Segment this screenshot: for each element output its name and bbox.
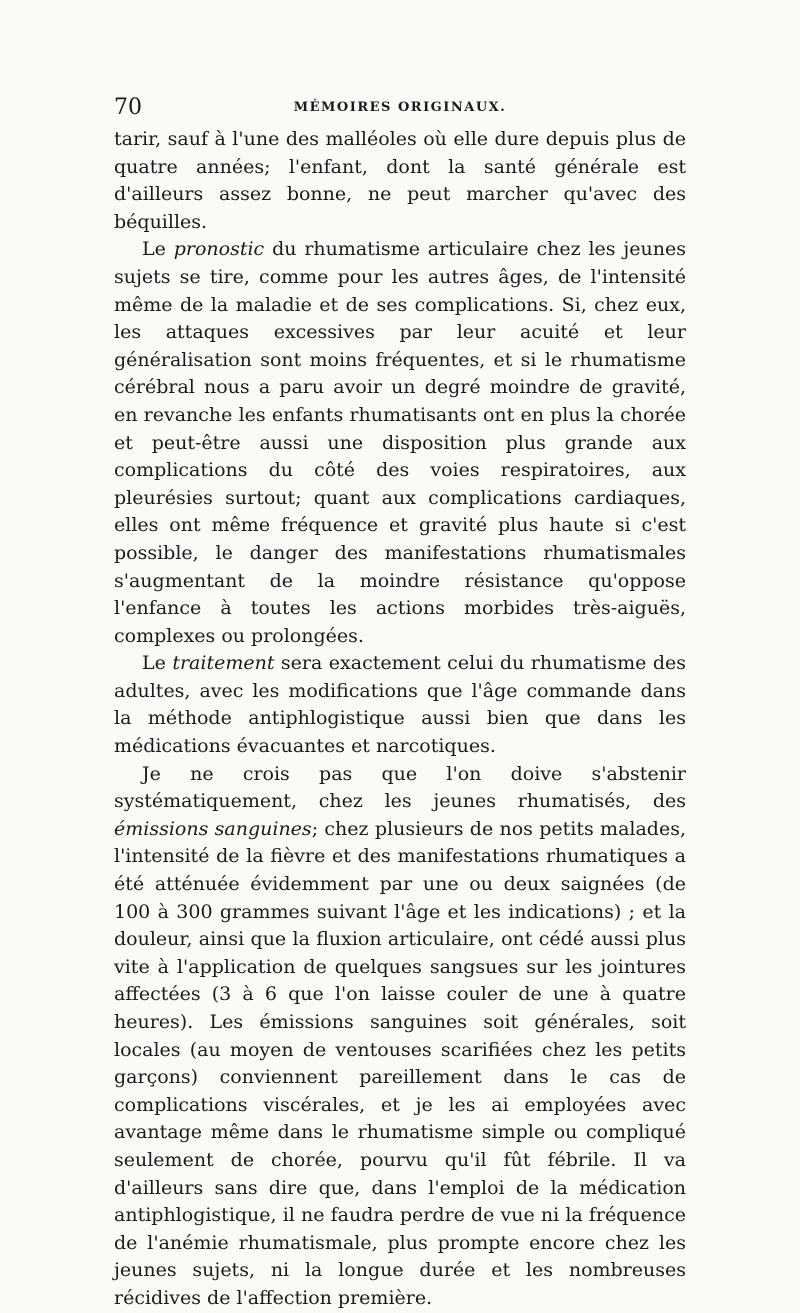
paragraph-text: ; chez plusieurs de nos petits malades, l'intensité de la fièvre et des manifestations rhumatiques a été atténuée évidemment par une ou deux saignées (de 100 à 300 grammes suivant l'âge et les indications) ; et la douleur, ainsi que la fluxion articulaire, ont cédé aussi plus vite à l'application de quelques sangsues sur les jointures affectées (3 à 6 que l'on laisse couler de une à quatre heures). Les émissions sanguines soit générales, soit locales (au moyen de ventouses scarifiées chez les petits garçons) conviennent pareillement dans le cas de complications viscérales, et je les ai employées avec avantage même dans le rhumatisme simple ou compliqué seulement de chorée, pourvu qu'il fût fébrile. Il va d'ailleurs sans dire que, dans l'emploi de la médication antiphlogistique, il ne faudra perdre de vue ni la fréquence de l'anémie rhumatismale, plus prompte encore chez les jeunes sujets, ni la longue durée et les nombreuses récidives de l'affection première.	[114, 817, 687, 1309]
paragraph-text: tarir, sauf à l'une des malléoles où elle dure depuis plus de quatre années; l'enfant, dont la santé générale est d'ailleurs assez bonne, ne peut marcher qu'avec des béquilles.	[114, 128, 686, 233]
paragraph-emissions	[114, 761, 686, 1313]
running-header	[114, 96, 686, 120]
paragraph-text: du rhumatisme articulaire chez les jeunes sujets se tire, comme pour les autres âges, de l'intensité même de la maladie et de ses complications. Si, chez eux, les attaques excessives par leur acuité et leur généralisation sont moins fréquentes, et si le rhumatisme cérébral nous a paru avoir un degré moindre de gravité, en revanche les enfants rhumatisants ont en plus la chorée et peut-être aussi une disposition plus grande aux complications du côté des voies respiratoires, aux pleurésies surtout; quant aux complications cardiaques, elles ont même fréquence et gravité plus haute si c'est possible, le danger des manifestations rhumatismales s'augmentant de la moindre résistance qu'oppose l'enfance à toutes les actions morbides très-aiguës, complexes ou prolongées.	[114, 238, 687, 647]
italic-term: traitement	[172, 652, 275, 675]
body-text	[114, 126, 686, 1313]
paragraph-continuation	[114, 126, 686, 236]
paragraph-text: Je ne crois pas que l'on doive s'abstenir systématiquement, chez les jeunes rhumatisés, des	[114, 762, 686, 813]
paragraph-traitement	[114, 650, 686, 760]
paragraph-text: Le	[142, 238, 174, 261]
paragraph-pronostic	[114, 236, 686, 650]
paragraph-text: Le	[142, 652, 173, 675]
running-title: MÉMOIRES ORIGINAUX.	[293, 100, 507, 115]
italic-term: émissions sanguines	[114, 817, 312, 840]
italic-term: pronostic	[173, 238, 265, 261]
paragraph-text: sera exactement celui du rhumatisme des adultes, avec les modifications que l'âge commande dans la méthode antiphlogistique aussi bien que dans les médications évacuantes et narcotiques.	[114, 652, 686, 758]
page-number: 70	[114, 95, 142, 120]
